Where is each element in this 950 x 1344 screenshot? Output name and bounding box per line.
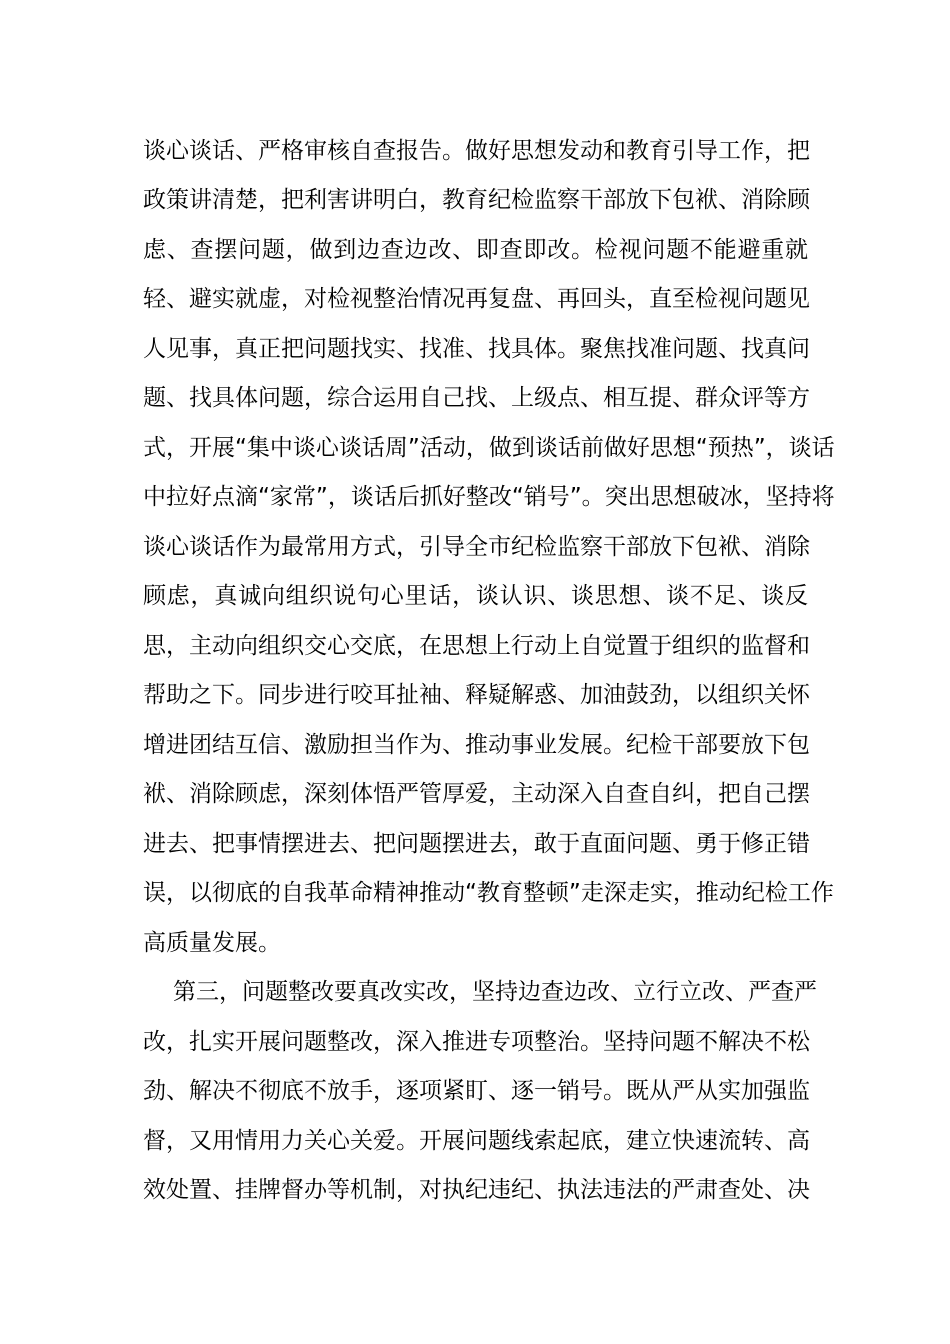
text-line: 中拉好点滴“家常”，谈话后抓好整改“销号”。突出思想破冰，坚持将 bbox=[143, 484, 835, 510]
text-line: 效处置、挂牌督办等机制，对执纪违纪、执法违法的严肃查处、决 bbox=[143, 1177, 810, 1203]
text-line: 进去、把事情摆进去、把问题摆进去，敢于直面问题、勇于修正错 bbox=[143, 831, 810, 857]
paragraph-first-line: 第三，问题整改要真改实改，坚持边查边改、立行立改、严查严 bbox=[173, 979, 817, 1005]
text-line: 思，主动向组织交心交底，在思想上行动上自觉置于组织的监督和 bbox=[143, 633, 810, 659]
text-line: 谈心谈话作为最常用方式，引导全市纪检监察干部放下包袱、消除 bbox=[143, 534, 810, 560]
text-line: 政策讲清楚，把利害讲明白，教育纪检监察干部放下包袱、消除顾 bbox=[143, 187, 810, 213]
text-line: 改，扎实开展问题整改，深入推进专项整治。坚持问题不解决不松 bbox=[143, 1029, 810, 1055]
text-line: 增进团结互信、激励担当作为、推动事业发展。纪检干部要放下包 bbox=[143, 732, 810, 758]
text-line: 督，又用情用力关心关爱。开展问题线索起底，建立快速流转、高 bbox=[143, 1128, 810, 1154]
text-line: 误，以彻底的自我革命精神推动“教育整顿”走深走实，推动纪检工作 bbox=[143, 880, 834, 906]
text-line: 顾虑，真诚向组织说句心里话，谈认识、谈思想、谈不足、谈反 bbox=[143, 583, 808, 609]
text-line: 人见事，真正把问题找实、找准、找具体。聚焦找准问题、找真问 bbox=[143, 336, 810, 362]
text-line: 高质量发展。 bbox=[143, 930, 281, 956]
text-line: 虑、查摆问题，做到边查边改、即查即改。检视问题不能避重就 bbox=[143, 237, 808, 263]
text-line: 谈心谈话、严格审核自查报告。做好思想发动和教育引导工作，把 bbox=[143, 138, 810, 164]
text-line: 式，开展“集中谈心谈话周”活动，做到谈话前做好思想“预热”，谈话 bbox=[143, 435, 835, 461]
text-line: 劲、解决不彻底不放手，逐项紧盯、逐一销号。既从严从实加强监 bbox=[143, 1078, 810, 1104]
text-line: 轻、避实就虚，对检视整治情况再复盘、再回头，直至检视问题见 bbox=[143, 286, 810, 312]
text-line: 袱、消除顾虑，深刻体悟严管厚爱，主动深入自查自纠，把自己摆 bbox=[143, 781, 810, 807]
text-line: 题、找具体问题，综合运用自己找、上级点、相互提、群众评等方 bbox=[143, 385, 810, 411]
text-line: 帮助之下。同步进行咬耳扯袖、释疑解惑、加油鼓劲，以组织关怀 bbox=[143, 682, 810, 708]
